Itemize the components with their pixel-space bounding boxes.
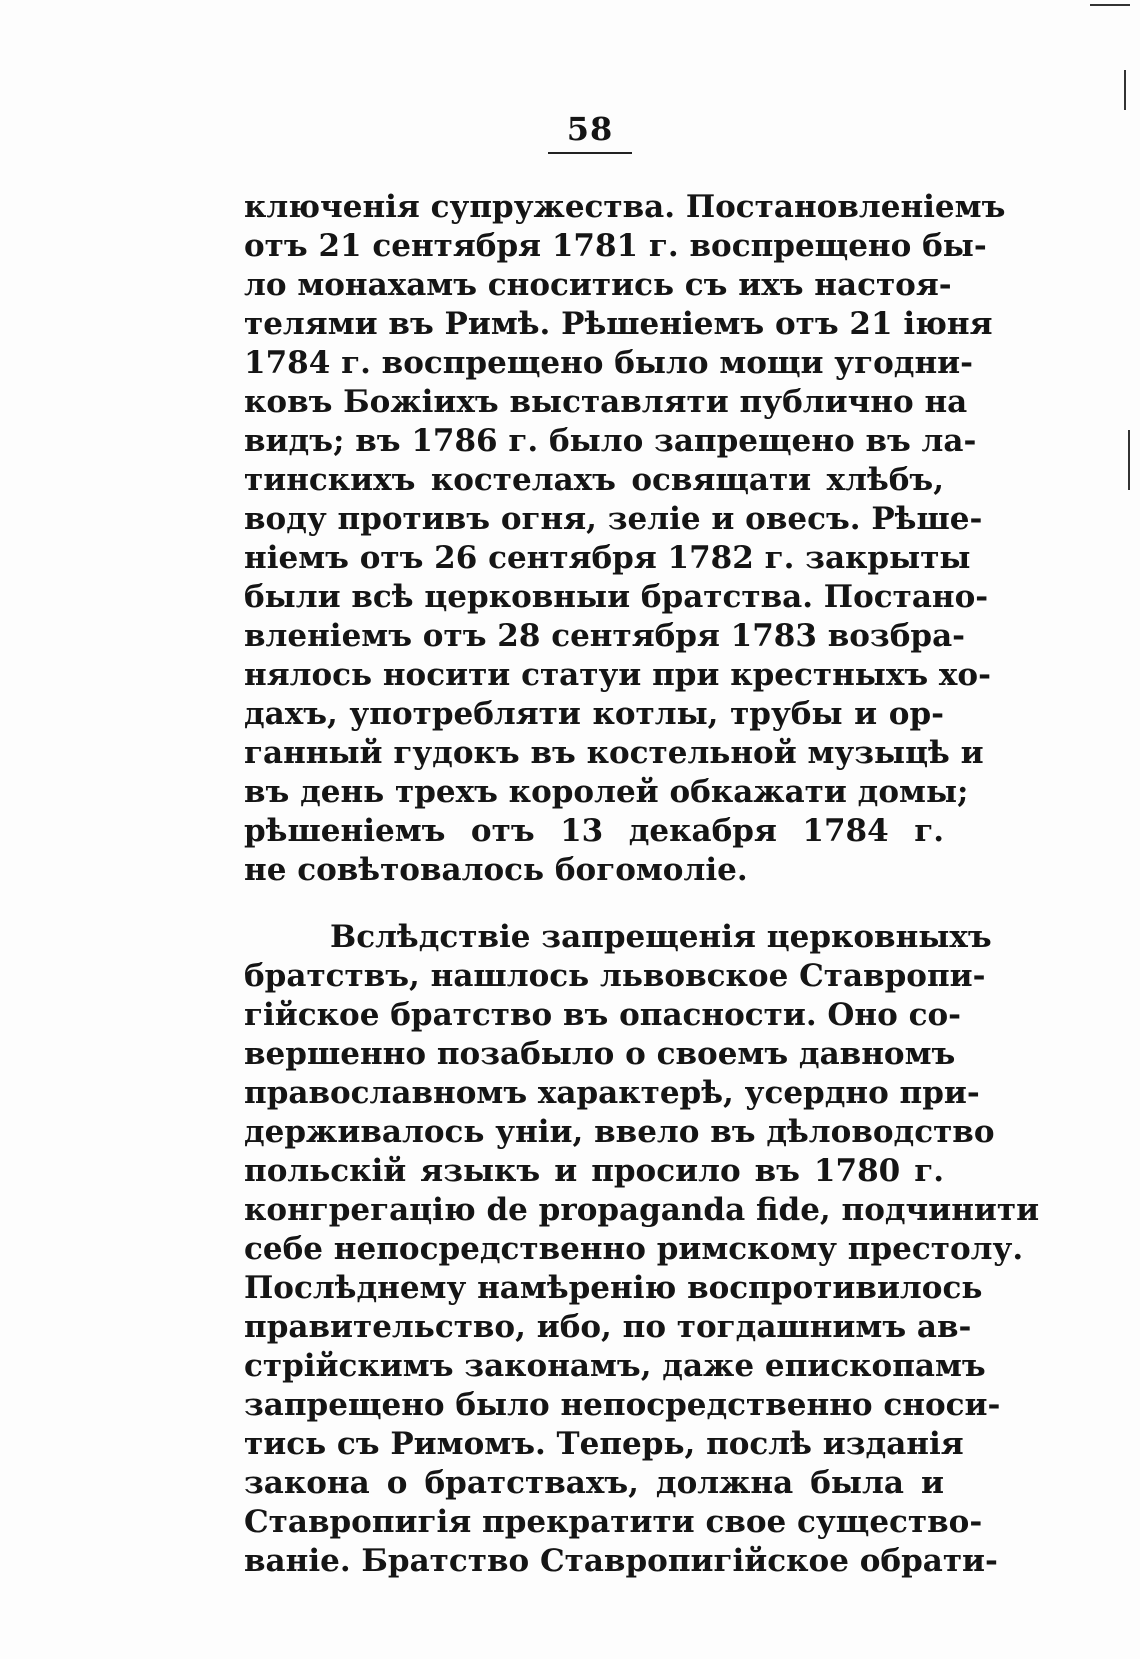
text-line: держивалось уніи, ввело въ дѣловодство xyxy=(244,1114,995,1150)
text-line: воду противъ огня, зеліе и овесъ. Рѣше- xyxy=(244,501,983,537)
text-line: православномъ характерѣ, усердно при- xyxy=(244,1075,980,1111)
text-line: вленіемъ отъ 28 сентября 1783 возбра- xyxy=(244,618,966,654)
text-line: въ день трехъ королей обкажати домы; xyxy=(244,774,969,810)
text-line: видъ; въ 1786 г. было запрещено въ ла- xyxy=(244,423,977,459)
scan-edge-mark xyxy=(1128,430,1130,490)
text-line: правительство, ибо, по тогдашнимъ ав- xyxy=(244,1309,972,1345)
text-line: вершенно позабыло о своемъ давномъ xyxy=(244,1036,956,1072)
page-number-rule xyxy=(548,152,632,154)
text-line: ніемъ отъ 26 сентября 1782 г. закрыты xyxy=(244,540,971,576)
text-line: телями въ Римѣ. Рѣшеніемъ отъ 21 іюня xyxy=(244,306,993,342)
text-line: конгрегацію de propaganda fide, подчинити xyxy=(244,1192,1040,1228)
scan-edge-mark xyxy=(1124,70,1126,110)
body-text xyxy=(244,188,1040,1581)
text-line: польскій языкъ и просило въ 1780 г. xyxy=(244,1153,944,1189)
text-line: ваніе. Братство Ставропигійское обрати- xyxy=(244,1543,998,1579)
scan-edge-mark xyxy=(1090,4,1130,6)
text-line: были всѣ церковныи братства. Постано- xyxy=(244,579,989,615)
text-line: ковъ Божіихъ выставляти публично на xyxy=(244,384,968,420)
page-number: 58 xyxy=(566,110,614,148)
text-line: нялось носити статуи при крестныхъ хо- xyxy=(244,657,991,693)
text-line: 1784 г. воспрещено было мощи угодни- xyxy=(244,345,973,381)
text-line: рѣшеніемъ отъ 13 декабря 1784 г. xyxy=(244,813,944,849)
paragraph-2 xyxy=(244,918,1040,1581)
paragraph-gap xyxy=(244,890,944,918)
text-line: гійское братство въ опасности. Оно со- xyxy=(244,997,962,1033)
text-line: ло монахамъ сноситись съ ихъ настоя- xyxy=(244,267,952,303)
text-line: себе непосредственно римскому престолу. xyxy=(244,1231,1024,1267)
text-line: тись съ Римомъ. Теперь, послѣ изданія xyxy=(244,1426,964,1462)
text-line: Ставропигія прекратити свое существо- xyxy=(244,1504,983,1540)
text-line: Послѣднему намѣренію воспротивилось xyxy=(244,1270,983,1306)
text-line: дахъ, употребляти котлы, трубы и ор- xyxy=(244,696,944,732)
text-line: стрійскимъ законамъ, даже епископамъ xyxy=(244,1348,986,1384)
text-line: ганный гудокъ въ костельной музыцѣ и xyxy=(244,735,984,771)
text-line: отъ 21 сентября 1781 г. воспрещено бы- xyxy=(244,228,987,264)
text-line: ключенія супружества. Постановленіемъ xyxy=(244,189,1006,225)
text-line: тинскихъ костелахъ освящати хлѣбъ, xyxy=(244,462,944,498)
text-line: запрещено было непосредственно сноси- xyxy=(244,1387,1001,1423)
text-line: Вслѣдствіе запрещенія церковныхъ xyxy=(330,919,992,955)
text-line: братствъ, нашлось львовское Ставропи- xyxy=(244,958,986,994)
text-line: не совѣтовалось богомоліе. xyxy=(244,852,748,888)
text-line: закона о братствахъ, должна была и xyxy=(244,1465,944,1501)
paragraph-1 xyxy=(244,188,1006,890)
